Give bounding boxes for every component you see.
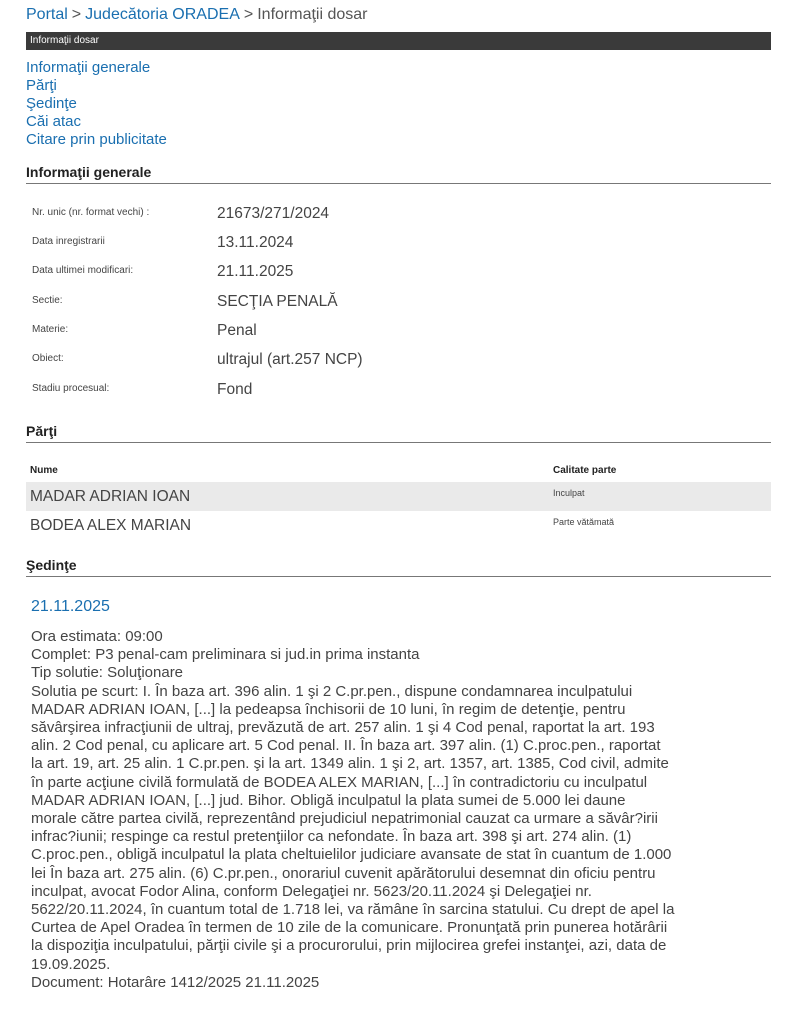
breadcrumb-portal-link[interactable]: Portal — [26, 6, 68, 23]
hearing-solution-text: Curtea de Apel Oradea în termen de 10 zile de la comunicare. Pronunţată prin punerea hotărârii — [31, 919, 668, 937]
case-info-header-bar — [26, 32, 771, 50]
hearing-solution-text: 19.09.2025. — [31, 955, 111, 973]
breadcrumb-separator: > — [71, 6, 82, 23]
nav-link-general-info[interactable]: Informaţii generale — [26, 59, 151, 76]
parties-col-role: Calitate parte — [553, 465, 617, 476]
hearing-solution-type: Tip solutie: Soluţionare — [31, 664, 184, 682]
hearing-solution-text: 5622/20.11.2024, în cuantum total de 1.718 lei, va rămâne în sarcina statului. Cu drept de apel la — [31, 901, 675, 919]
hearing-solution-text: săvârşirea infracţiunii de ultraj, prevăzută de art. 257 alin. 1 şi 4 Cod penal, raportat la art. 193 — [31, 719, 655, 737]
section-value: SECŢIA PENALĂ — [217, 293, 338, 310]
hearing-estimated-time: Ora estimata: 09:00 — [31, 628, 163, 645]
hearing-solution-text: C.proc.pen., obligă inculpatul la plata cheltuielilor judiciare avansate de stat în cuantum de 1.000 — [31, 846, 672, 864]
breadcrumb — [26, 6, 367, 24]
hearing-details — [31, 628, 771, 992]
party-role: Parte vătămată — [553, 517, 615, 527]
hearing-document: Document: Hotarâre 1412/2025 21.11.2025 — [31, 973, 320, 991]
matter-value: Penal — [217, 322, 257, 339]
hearing-solution-text: morale către partea civilă, reprezentând prejudiciul nepatrimonial cauzat ca urmare a săvâr?irii — [31, 810, 658, 828]
hearing-solution-text: infrac?iunii; respinge ca restul pretenţiilor ca nefondate. În baza art. 398 şi art. 274 alin. (1) — [31, 828, 632, 846]
nav-link-hearings[interactable]: Şedinţe — [26, 95, 77, 112]
object-label: Obiect: — [32, 353, 64, 364]
party-name: BODEA ALEX MARIAN — [30, 517, 192, 534]
section-label: Sectie: — [32, 295, 63, 306]
hearing-solution-text: în parte acţiune civilă formulată de BODEA ALEX MARIAN, [...] în contradictoriu cu inculpatul — [31, 773, 648, 791]
object-value: ultrajul (art.257 NCP) — [217, 351, 363, 368]
hearing-solution-text: MADAR ADRIAN IOAN, [...] la pedeapsa închisorii de 10 luni, în regim de detenţie, pentru — [31, 700, 626, 718]
parties-heading: Părţi — [26, 423, 771, 443]
hearing-solution-text: alin. 2 Cod penal, cu aplicare art. 5 Cod penal. II. În baza art. 397 alin. (1) C.proc.pen., raportat — [31, 737, 661, 755]
breadcrumb-separator: > — [243, 6, 254, 23]
hearings-heading: Şedinţe — [26, 557, 771, 577]
hearing-date: 21.11.2025 — [31, 598, 110, 615]
hearing-panel: Complet: P3 penal-cam preliminara si jud.in prima instanta — [31, 646, 420, 664]
registration-date-value: 13.11.2024 — [217, 234, 294, 251]
nav-link-appeals[interactable]: Căi atac — [26, 113, 82, 130]
case-number-label: Nr. unic (nr. format vechi) : — [32, 207, 150, 218]
party-role: Inculpat — [553, 488, 585, 498]
parties-col-name: Nume — [30, 465, 58, 476]
registration-date-label: Data inregistrarii — [32, 236, 105, 247]
hearing-solution-text: Solutia pe scurt: I. În baza art. 396 alin. 1 şi 2 C.pr.pen., dispune condamnarea inculpatului — [31, 682, 633, 700]
section-nav — [26, 59, 167, 149]
hearing-solution-text: la art. 19, art. 25 alin. 1 C.pr.pen. şi la art. 1349 alin. 1 şi 2, art. 1357, art. 1385, Cod civil, admite — [31, 755, 669, 773]
party-name: MADAR ADRIAN IOAN — [30, 488, 191, 505]
hearing-solution-text: la dispoziţia inculpatului, părţii civile şi a procurorului, prin mijlocirea grefei instanţei, azi, data de — [31, 937, 667, 955]
last-modified-value: 21.11.2025 — [217, 263, 294, 280]
procedural-stage-value: Fond — [217, 381, 253, 398]
procedural-stage-label: Stadiu procesual: — [32, 383, 110, 394]
breadcrumb-court-link[interactable]: Judecătoria ORADEA — [85, 6, 240, 23]
hearing-solution-text: MADAR ADRIAN IOAN, [...] jud. Bihor. Obligă inculpatul la plata sumei de 5.000 lei daune — [31, 791, 626, 809]
hearing-solution-text: inculpat, avocat Fodor Alina, conform Delegaţiei nr. 5623/20.11.2024 şi Delegaţiei nr. — [31, 882, 592, 900]
nav-link-parties[interactable]: Părţi — [26, 77, 57, 94]
matter-label: Materie: — [32, 324, 69, 335]
nav-link-public-summons[interactable]: Citare prin publicitate — [26, 131, 167, 148]
header-bar-title: Informaţii dosar — [30, 35, 99, 46]
hearing-solution-text: lei În baza art. 275 alin. (6) C.pr.pen., onorariul cuvenit apărătorului desemnat din oficiu pentru — [31, 864, 656, 882]
case-number-value: 21673/271/2024 — [217, 205, 330, 222]
general-info-heading: Informaţii generale — [26, 164, 771, 184]
last-modified-label: Data ultimei modificari: — [32, 265, 134, 276]
breadcrumb-current: Informaţii dosar — [257, 6, 368, 23]
